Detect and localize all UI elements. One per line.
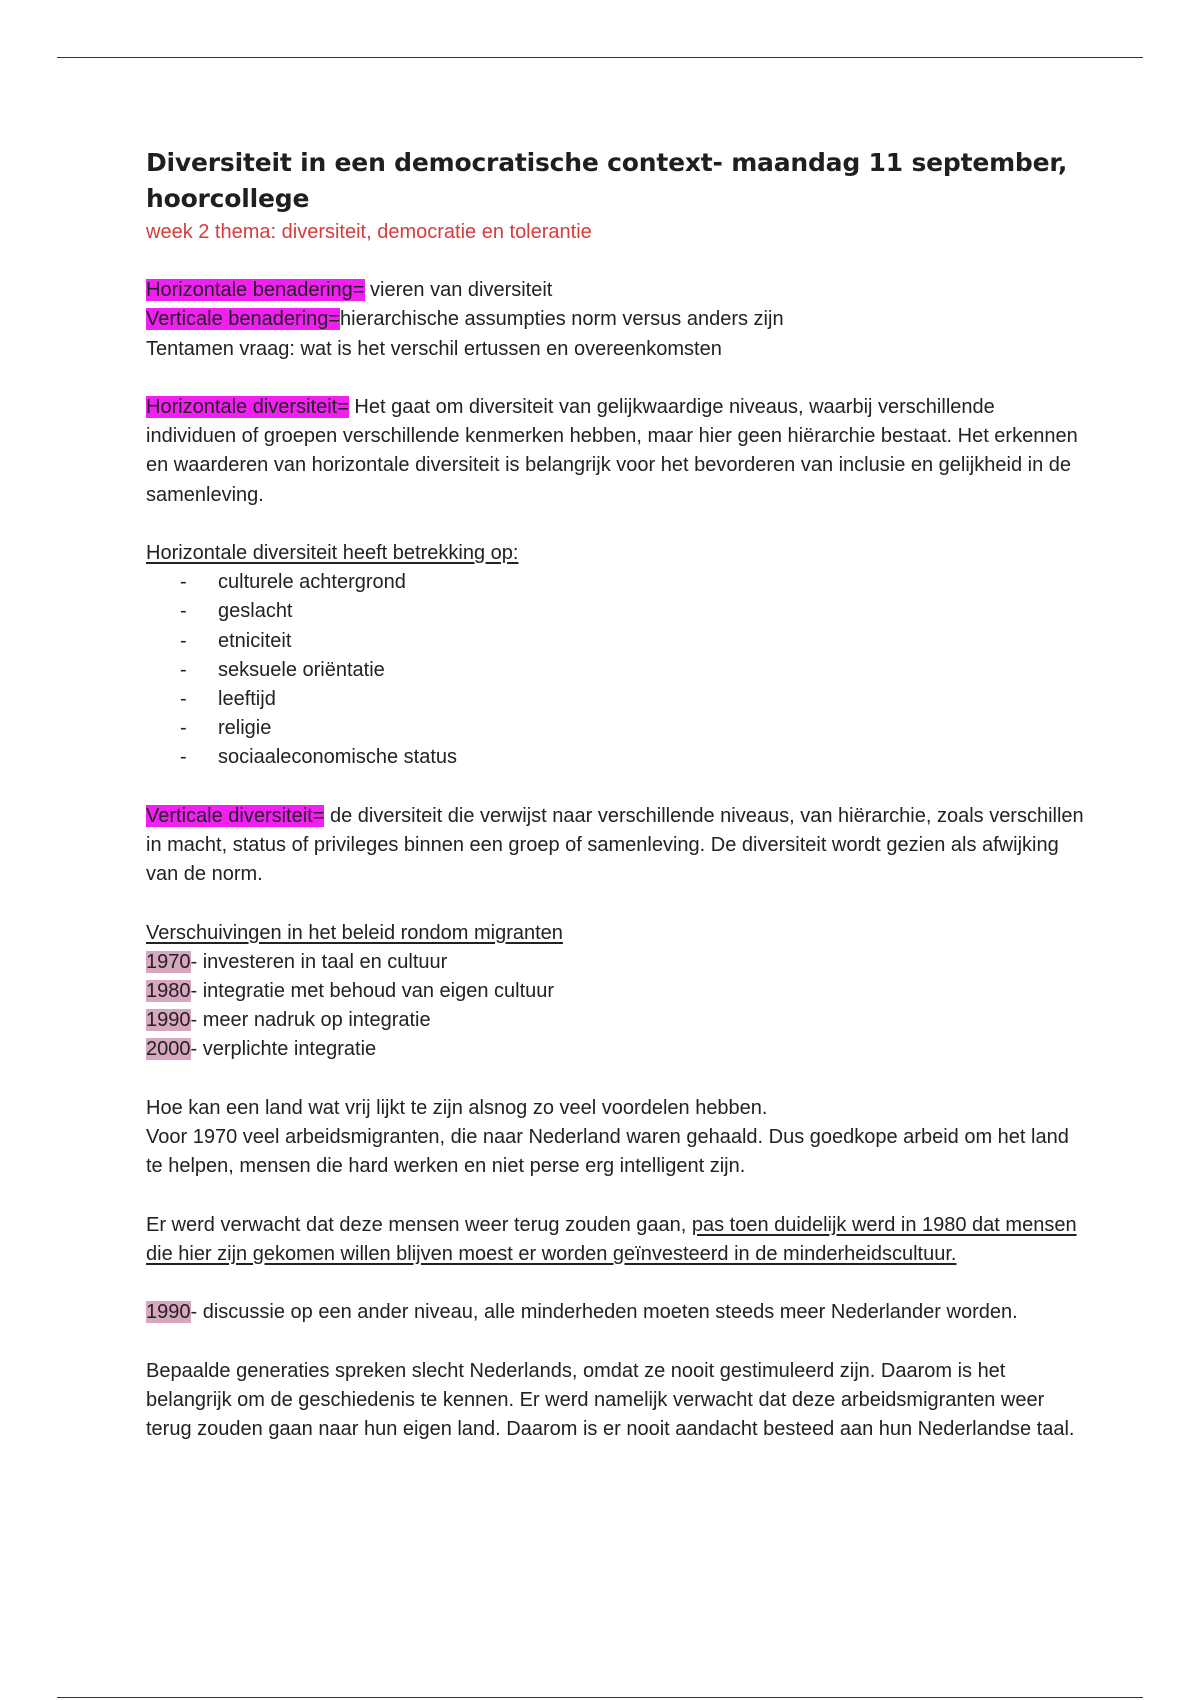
dash-bullet: -: [180, 629, 187, 652]
list-item: [146, 714, 1086, 743]
spacer: [146, 510, 1086, 539]
spacer: [146, 1327, 1086, 1356]
vertical-diversity-text: de diversiteit die verwijst naar verschillende niveaus, van hiërarchie, zoals verschillen in macht, status of privileges binnen een groep of samenleving. De diversiteit wordt gezien als afwijking van de norm.: [146, 804, 1084, 886]
timeline-year: 1980: [146, 980, 191, 1002]
vertical-approach-text: hierarchische assumpties norm versus anders zijn: [340, 308, 784, 331]
vertical-diversity-paragraph: [146, 802, 1086, 890]
spacer: [146, 1269, 1086, 1298]
spacer: [146, 364, 1086, 393]
vertical-approach-line: [146, 305, 1086, 334]
timeline-text: - verplichte integratie: [190, 1038, 377, 1061]
list-item-text: culturele achtergrond: [218, 571, 406, 594]
list-item: [146, 568, 1086, 597]
horizontal-diversity-text: Het gaat om diversiteit van gelijkwaardige niveaus, waarbij verschillende individuen of groepen verschillende kenmerken hebben, maar hier geen hiërarchie bestaat. Het erkennen en waarderen van horizontale diversiteit is belangrijk voor het bevorderen van inclusie en gelijkheid in de samenleving.: [146, 395, 1078, 506]
timeline-item-2000: [146, 1035, 1086, 1064]
spacer: [146, 247, 1086, 276]
timeline-item-1980: [146, 977, 1086, 1006]
paragraph-1990-text: - discussie op een ander niveau, alle minderheden moeten steeds meer Nederlander worden.: [190, 1301, 1018, 1324]
dash-bullet: -: [180, 688, 187, 710]
timeline-year: 1970: [146, 950, 191, 973]
paragraph-labour-migrants: Voor 1970 veel arbeidsmigranten, die naar Nederland waren gehaald. Dus goedkope arbeid om het land te helpen, mensen die hard werken en niet perse erg intelligent zijn.: [146, 1126, 1069, 1178]
timeline-text: - integratie met behoud van eigen cultuur: [190, 980, 555, 1002]
horizontal-diversity-term: Horizontale diversiteit=: [146, 395, 349, 418]
horizontal-approach-term: Horizontale benadering=: [146, 279, 365, 302]
policy-heading: Verschuivingen in het beleid rondom migranten: [146, 921, 563, 944]
list-item-text: geslacht: [218, 600, 293, 623]
timeline-year: 2000: [146, 1038, 191, 1061]
list-item-text: leeftijd: [218, 688, 276, 710]
timeline-text: - investeren in taal en cultuur: [190, 950, 448, 973]
list-item: [146, 597, 1086, 626]
list-item-text: sociaaleconomische status: [218, 746, 458, 769]
dash-bullet: -: [180, 717, 187, 740]
document-title: Diversiteit in een democratische context- maandag 11 september, hoorcollege: [146, 148, 1068, 213]
spacer: [146, 889, 1086, 918]
list-item: [146, 685, 1086, 714]
horizontal-approach-text: vieren van diversiteit: [364, 279, 553, 302]
dash-bullet: -: [180, 600, 187, 623]
timeline-year: 1990: [146, 1301, 191, 1324]
timeline-item-1990: [146, 1006, 1086, 1035]
vertical-approach-term: Verticale benadering=: [146, 308, 341, 331]
vertical-diversity-term: Verticale diversiteit=: [146, 804, 325, 827]
dash-bullet: -: [180, 658, 187, 681]
exam-question: Tentamen vraag: wat is het verschil ertussen en overeenkomsten: [146, 337, 722, 360]
relates-to-heading: Horizontale diversiteit heeft betrekking op:: [146, 541, 519, 564]
spacer: [146, 1065, 1086, 1094]
paragraph-expectation: [146, 1211, 1086, 1269]
list-item: [146, 743, 1086, 772]
list-item-text: seksuele oriëntatie: [218, 658, 385, 681]
horizontal-approach-line: [146, 276, 1086, 305]
spacer: [146, 1181, 1086, 1210]
dash-bullet: -: [180, 746, 187, 769]
paragraph-1990: [146, 1298, 1086, 1327]
list-item: [146, 627, 1086, 656]
document-body: [146, 145, 1086, 1444]
paragraph-expectation-text: Er werd verwacht dat deze mensen weer terug zouden gaan,: [146, 1213, 692, 1236]
dash-bullet: -: [180, 571, 187, 594]
timeline-text: - meer nadruk op integratie: [190, 1009, 431, 1032]
horizontal-diversity-paragraph: [146, 393, 1086, 510]
timeline-item-1970: [146, 948, 1086, 977]
list-item: [146, 656, 1086, 685]
page-bottom-rule: [57, 1697, 1143, 1698]
timeline-year: 1990: [146, 1009, 191, 1032]
list-item-text: religie: [218, 717, 272, 740]
paragraph-expectation-underlined: pas toen duidelijk werd in 1980 dat mensen die hier zijn gekomen willen blijven moest er worden geïnvesteerd in de minderheidscultuur.: [146, 1213, 1077, 1265]
list-item-text: etniciteit: [218, 629, 292, 652]
document-subtitle: week 2 thema: diversiteit, democratie en tolerantie: [146, 221, 592, 243]
paragraph-generations: Bepaalde generaties spreken slecht Nederlands, omdat ze nooit gestimuleerd zijn. Daarom is het belangrijk om de geschiedenis te kennen. Er werd namelijk verwacht dat deze arbeidsmigranten weer terug zouden gaan naar hun eigen land. Daarom is er nooit aandacht besteed aan hun Nederlandse taal.: [146, 1359, 1075, 1440]
spacer: [146, 773, 1086, 802]
page-top-rule: [57, 57, 1143, 58]
paragraph-question: Hoe kan een land wat vrij lijkt te zijn alsnog zo veel voordelen hebben.: [146, 1096, 768, 1119]
relates-to-list: [146, 568, 1086, 772]
